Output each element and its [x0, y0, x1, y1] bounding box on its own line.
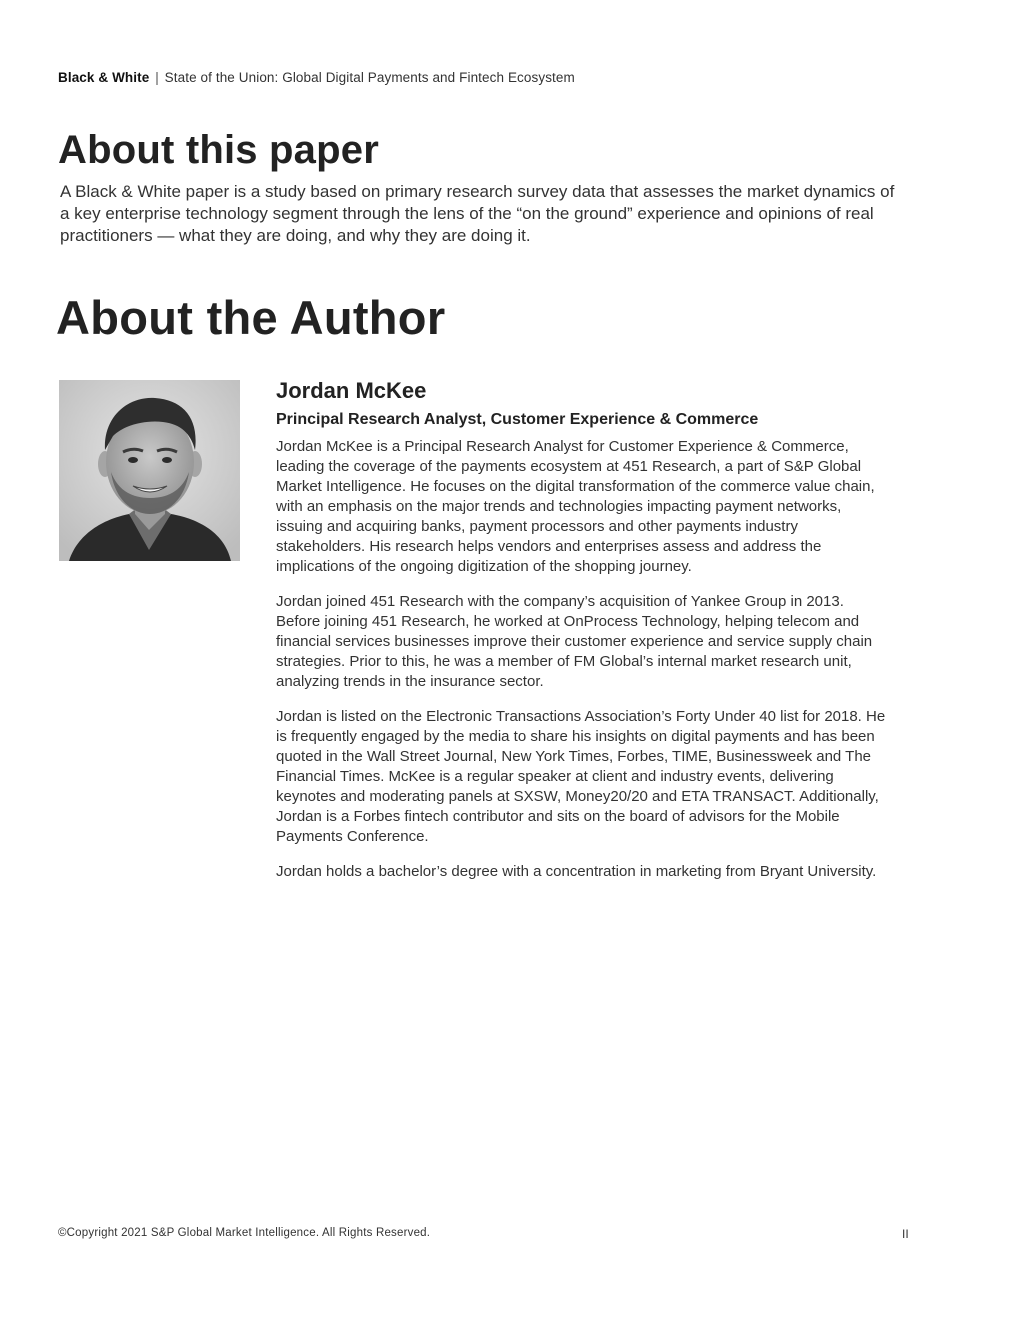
header-report-title: State of the Union: Global Digital Payments and Fintech Ecosystem	[164, 70, 575, 85]
author-portrait-image	[59, 380, 240, 561]
header-separator: |	[155, 70, 159, 85]
author-bio	[276, 377, 890, 897]
bio-paragraph: Jordan is listed on the Electronic Transactions Association’s Forty Under 40 list for 2018. He is frequently engaged by the media to share his insights on digital payments and has been quoted in the Wall Street Journal, New York Times, Forbes, TIME, Businessweek and The Financial Times. McKee is a regular speaker at client and industry events, delivering keynotes and moderating panels at SXSW, Money20/20 and ETA TRANSACT. Additionally, Jordan is a Forbes fintech contributor and sits on the board of advisors for the Mobile Payments Conference.	[276, 708, 886, 845]
about-paper-body: A Black & White paper is a study based on primary research survey data that assesses the market dynamics of a key enterprise technology segment through the lens of the “on the ground” experience and opinions of real practitioners — what they are doing, and why they are doing it.	[60, 182, 895, 245]
bio-paragraph: Jordan McKee is a Principal Research Analyst for Customer Experience & Commerce, leading the coverage of the payments ecosystem at 451 Research, a part of S&P Global Market Intelligence. He focuses on the digital transformation of the commerce value chain, with an emphasis on the major trends and technologies impacting payment networks, issuing and acquiring banks, payment processors and other payments industry stakeholders. His research helps vendors and enterprises assess and address the implications of the ongoing digitization of the shopping journey.	[276, 438, 875, 575]
header-brand: Black & White	[58, 70, 150, 85]
author-role: Principal Research Analyst, Customer Experience & Commerce	[276, 411, 759, 428]
author-photo	[59, 380, 240, 561]
bio-paragraph: Jordan holds a bachelor’s degree with a concentration in marketing from Bryant University.	[276, 863, 877, 880]
author-name: Jordan McKee	[276, 378, 427, 403]
bio-paragraph: Jordan joined 451 Research with the company’s acquisition of Yankee Group in 2013. Before joining 451 Research, he worked at OnProcess Technology, helping telecom and financial services businesses improve their customer experience and service supply chain strategies. Prior to this, he was a member of FM Global’s internal market research unit, analyzing trends in the insurance sector.	[276, 593, 873, 690]
footer-copyright: ©Copyright 2021 S&P Global Market Intelligence. All Rights Reserved.	[58, 1227, 431, 1239]
page-number: II	[902, 1227, 909, 1241]
running-header	[58, 70, 575, 85]
about-author-heading: About the Author	[56, 291, 446, 344]
about-paper-heading: About this paper	[58, 128, 379, 172]
